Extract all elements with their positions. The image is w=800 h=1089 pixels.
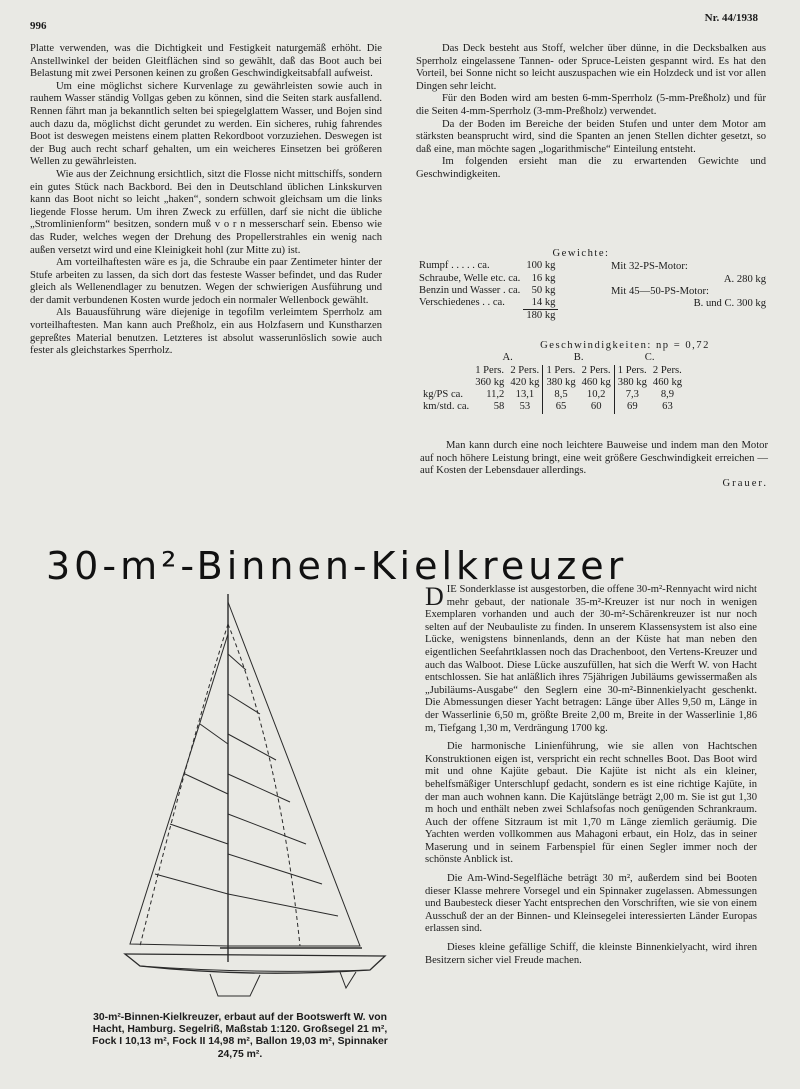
kgps-cell: 11,2 (486, 389, 505, 401)
persons-cell: 2 Pers. (652, 364, 682, 376)
article-title: 30-m²-Binnen-Kielkreuzer (46, 544, 628, 588)
paragraph: Am vorteilhaftesten wäre es ja, die Schraube ein paar Zentimeter hinter der Stufe arbeiten zu lassen, da sich dort das festeste Wasser befindet, und das Ruder gleich als Wellenendlager zu benutzen. Wegen der schwierigen Ausführung und der damit verbundenen Kosten wurde jedoch ein normaler Wellenbock gewählt. (30, 257, 382, 306)
figure-caption: 30-m²-Binnen-Kielkreuzer, erbaut auf der Bootswerft W. von Hacht, Hamburg. Segelriß, Maßstab 1:120. Großsegel 21 m², Fock I 10,13 m², Fock II 14,98 m², Ballon 19,03 m², Spinnaker 24,75 m². (92, 1012, 388, 1060)
paragraph: Wie aus der Zeichnung ersichtlich, sitzt die Flosse nicht mittschiffs, sondern ein gutes Stück nach Backbord. Bei den in Deutschland üblichen Linkskurven kann das Boot nicht so leicht „haken“, sondern schwoit gleichsam um die links liegende Flosse herum. Um ihren Zweck zu erfüllen, darf sie nicht die übliche „Stromlinienform“ besitzen, sondern muß v o r n messerscharf sein. Ebenso wie das Ruder, welches wegen der Drehung des Propellerstrahles ein wenig nach außen versetzt wird und eine Kleinigkeit hohl (zur Mitte zu) ist. (30, 168, 382, 256)
kmh-cell: 58 (493, 401, 505, 413)
persons-cell: 2 Pers. (507, 365, 543, 377)
kgps-cell: 7,3 (625, 389, 639, 401)
paragraph: Um eine möglichst sichere Kurvenlage zu gewährleisten sowie auch in rauhem Wasser ständig Vollgas geben zu können, sind die Seiten stark ausfallend. Rennen fährt man ja bekanntlich selten bei spiegelglattem Wasser, und Bojen sind auch dazu da, möglichst dicht gerundet zu werden. Ein sicheres, ruhig fahrendes Boot ist deswegen meistens einem platten Rekordboot vorzuziehen. Deswegen ist der Bug auch recht scharf gehalten, um ein weicheres Einsetzen bei größeren Wellen zu gewährleisten. (30, 80, 382, 168)
paragraph: Als Bauausführung wäre diejenige in tegofilm verleimtem Sperrholz am vorteilhaftesten. Man kann auch Preßholz, ein aus Holzfasern und Kunstharzen gepreßtes Material benutzen. Letzteres ist absolut wasserunlöslich sowie auch fester als gleichstarkes Sperrholz. (30, 307, 382, 357)
kgps-cell: 10,2 (579, 389, 615, 401)
weights-table (416, 248, 771, 323)
persons-cell: 1 Pers. (475, 364, 505, 376)
article-body (425, 584, 757, 967)
weight-value: 14 kg (523, 297, 558, 310)
author-signature: Grauer. (722, 477, 768, 489)
group-label: A. (502, 352, 513, 364)
motor32-value: A. 280 kg (723, 273, 766, 285)
article-paragraph: Die harmonische Linienführung, wie sie allen von Hachtschen Konstruktionen eigen ist, verspricht ein recht schnelles Boot. Das Boot wird mit und ohne Kajüte gebaut. Die Kajüte ist nicht als ein kleiner, behelfsmäßiger Unterschlupf gedacht, sondern es ist eine richtige Kajüte, in der man auch wohnen kann. Die Kajütslänge beträgt 2,00 m. Sie ist gut 1,30 m hoch und enthält neben zwei Schlafsofas noch genügenden Schrankraum. Auch der offene Sitzraum ist mit 1,70 m Länge ziemlich geräumig. Die Yachten werden vollkommen aus Mahagoni erbaut, ein Holz, das in seiner Maserung und in seinem Farbenspiel für einen Segler immer noch der schönste Anblick ist. (425, 741, 757, 866)
kgps-cell: 13,1 (507, 389, 543, 401)
closing-block (420, 440, 768, 490)
weight-value: 100 kg (526, 260, 556, 272)
persons-cell: 2 Pers. (579, 365, 615, 377)
kmh-cell: 65 (555, 401, 567, 413)
motor45-label: Mit 45—50-PS-Motor: (611, 285, 710, 297)
speeds-heading: Geschwindigkeiten: np = 0,72 (540, 340, 710, 351)
drop-cap: D (425, 582, 444, 611)
motor32-label: Mit 32-PS-Motor: (611, 261, 688, 273)
kmh-label: km/std. ca. (423, 401, 470, 413)
motor45-value: B. und C. 300 kg (693, 298, 766, 310)
page-number: 996 (30, 20, 47, 32)
kgps-cell: 8,5 (554, 389, 568, 401)
mass-cell: 460 kg (579, 377, 615, 389)
weight-label: Verschiedenes . . ca. (419, 297, 505, 309)
weight-value: 16 kg (531, 272, 556, 284)
weight-label: Schraube, Welle etc. ca. (419, 272, 521, 284)
kmh-cell: 63 (662, 401, 673, 413)
sail-plan-drawing (100, 594, 400, 1004)
weight-label: Rumpf . . . . . ca. (419, 260, 490, 272)
paragraph: Da der Boden im Bereiche der beiden Stufen und unter dem Motor am stärksten beansprucht wird, sind die Spanten an jenen Stellen dichter gesetzt, so daß eine, man möchte sagen „logarithmische“ Einteilung entsteht. (416, 118, 766, 155)
weight-total: 180 kg (526, 310, 556, 322)
weight-label: Benzin und Wasser . ca. (419, 284, 521, 296)
article-paragraph: Die Am-Wind-Segelfläche beträgt 30 m², außerdem sind bei Booten dieser Klasse mehrere Vorsegel und ein Spinnaker zugelassen. Abmessungen und Baubesteck dieser Yacht entsprechen den Vorschriften, wie sie von einem Ausschuß der an der Binnen- und Kleinsegelei interessierten Länder Europas erlassen sind. (425, 873, 757, 935)
persons-cell: 1 Pers. (617, 364, 647, 376)
article-paragraph: Dieses kleine gefällige Schiff, die kleinste Binnenkielyacht, wird ihren Besitzern sicher viel Freude machen. (425, 942, 757, 966)
speeds-table (420, 340, 770, 414)
paragraph: Im folgenden ersieht man die zu erwartenden Gewichte und Geschwindigkeiten. (416, 156, 766, 180)
paragraph: Das Deck besteht aus Stoff, welcher über dünne, in die Decksbalken aus Sperrholz eingelassene Tannen- oder Spruce-Leisten gespannt wird. Es hat den Vorteil, bei Sonne nicht so leicht auszuspachen wie ein Holzdeck und ist vor allen Dingen sehr leicht. (416, 43, 766, 92)
kgps-label: kg/PS ca. (423, 389, 464, 401)
mass-cell: 420 kg (507, 377, 543, 389)
paragraph: Für den Boden wird am besten 6-mm-Sperrholz (5-mm-Preßholz) und für die Seiten 4-mm-Sperrholz (3-mm-Preßholz) verwendet. (416, 93, 766, 117)
article-paragraph: IE Sonderklasse ist ausgestorben, die offene 30-m²-Rennyacht wird nicht mehr gebaut, der nationale 35-m²-Kreuzer ist nur noch in wenigen Exemplaren vorhanden und auch der 30-m²-Schärenkreuzer ist nur noch selten auf der Neubauliste zu finden. In unserem Klassensystem ist also eine Lücke, wenigstens binnenlands, denn an der Küste hat man neben den eigentlichen Seefahrtklassen noch das Drachenboot, den Vertens-Kreuzer und auch das Walboot. Diese Lücke auszufüllen, hat sich die Werft W. von Hacht entschlossen. Sie hat anläßlich ihres 75jährigen Jubiläums gewissermaßen als „Jubiläums-Ausgabe“ den Seglern eine 30-m²-Binnenkielyacht geschenkt. Die Abmessungen dieser Yacht betragen: Länge über Alles 9,50 m, Länge in der Wasserlinie 6,50 m, größte Breite 2,00 m, Breite in der Wasserlinie 1,86 m, Tiefgang 1,30 m, Verdrängung 1700 kg. (425, 584, 757, 734)
foresail (130, 634, 228, 946)
left-column (30, 43, 382, 358)
issue-number: Nr. 44/1938 (704, 12, 758, 24)
group-label: C. (644, 352, 655, 364)
paragraph: Platte verwenden, was die Dichtigkeit und Festigkeit naturgemäß erhöht. Die Anstellwinkel der beiden Gleitflächen sind so gewählt, daß das Boot auch bei Belastung mit zwei Personen keinen zu großen Geschwindigkeitsabfall aufweist. (30, 43, 382, 80)
mass-cell: 380 kg (546, 376, 576, 388)
kmh-cell: 69 (627, 401, 638, 413)
weight-value: 50 kg (531, 284, 556, 296)
mass-cell: 460 kg (652, 376, 683, 388)
persons-cell: 1 Pers. (546, 364, 576, 376)
group-label: B. (573, 352, 584, 364)
weights-heading: Gewichte: (552, 248, 610, 259)
mass-cell: 380 kg (617, 376, 647, 388)
right-column (416, 43, 766, 182)
mainsail (228, 602, 360, 946)
kmh-cell: 60 (579, 401, 615, 413)
kgps-cell: 8,9 (660, 389, 675, 401)
paragraph: Man kann durch eine noch leichtere Bauweise und indem man den Motor auf noch höhere Leistung bringt, eine weit größere Geschwindigkeit erreichen — auf Kosten der Lebensdauer allerdings. (420, 440, 768, 477)
mass-cell: 360 kg (475, 376, 505, 388)
kmh-cell: 53 (507, 401, 543, 413)
